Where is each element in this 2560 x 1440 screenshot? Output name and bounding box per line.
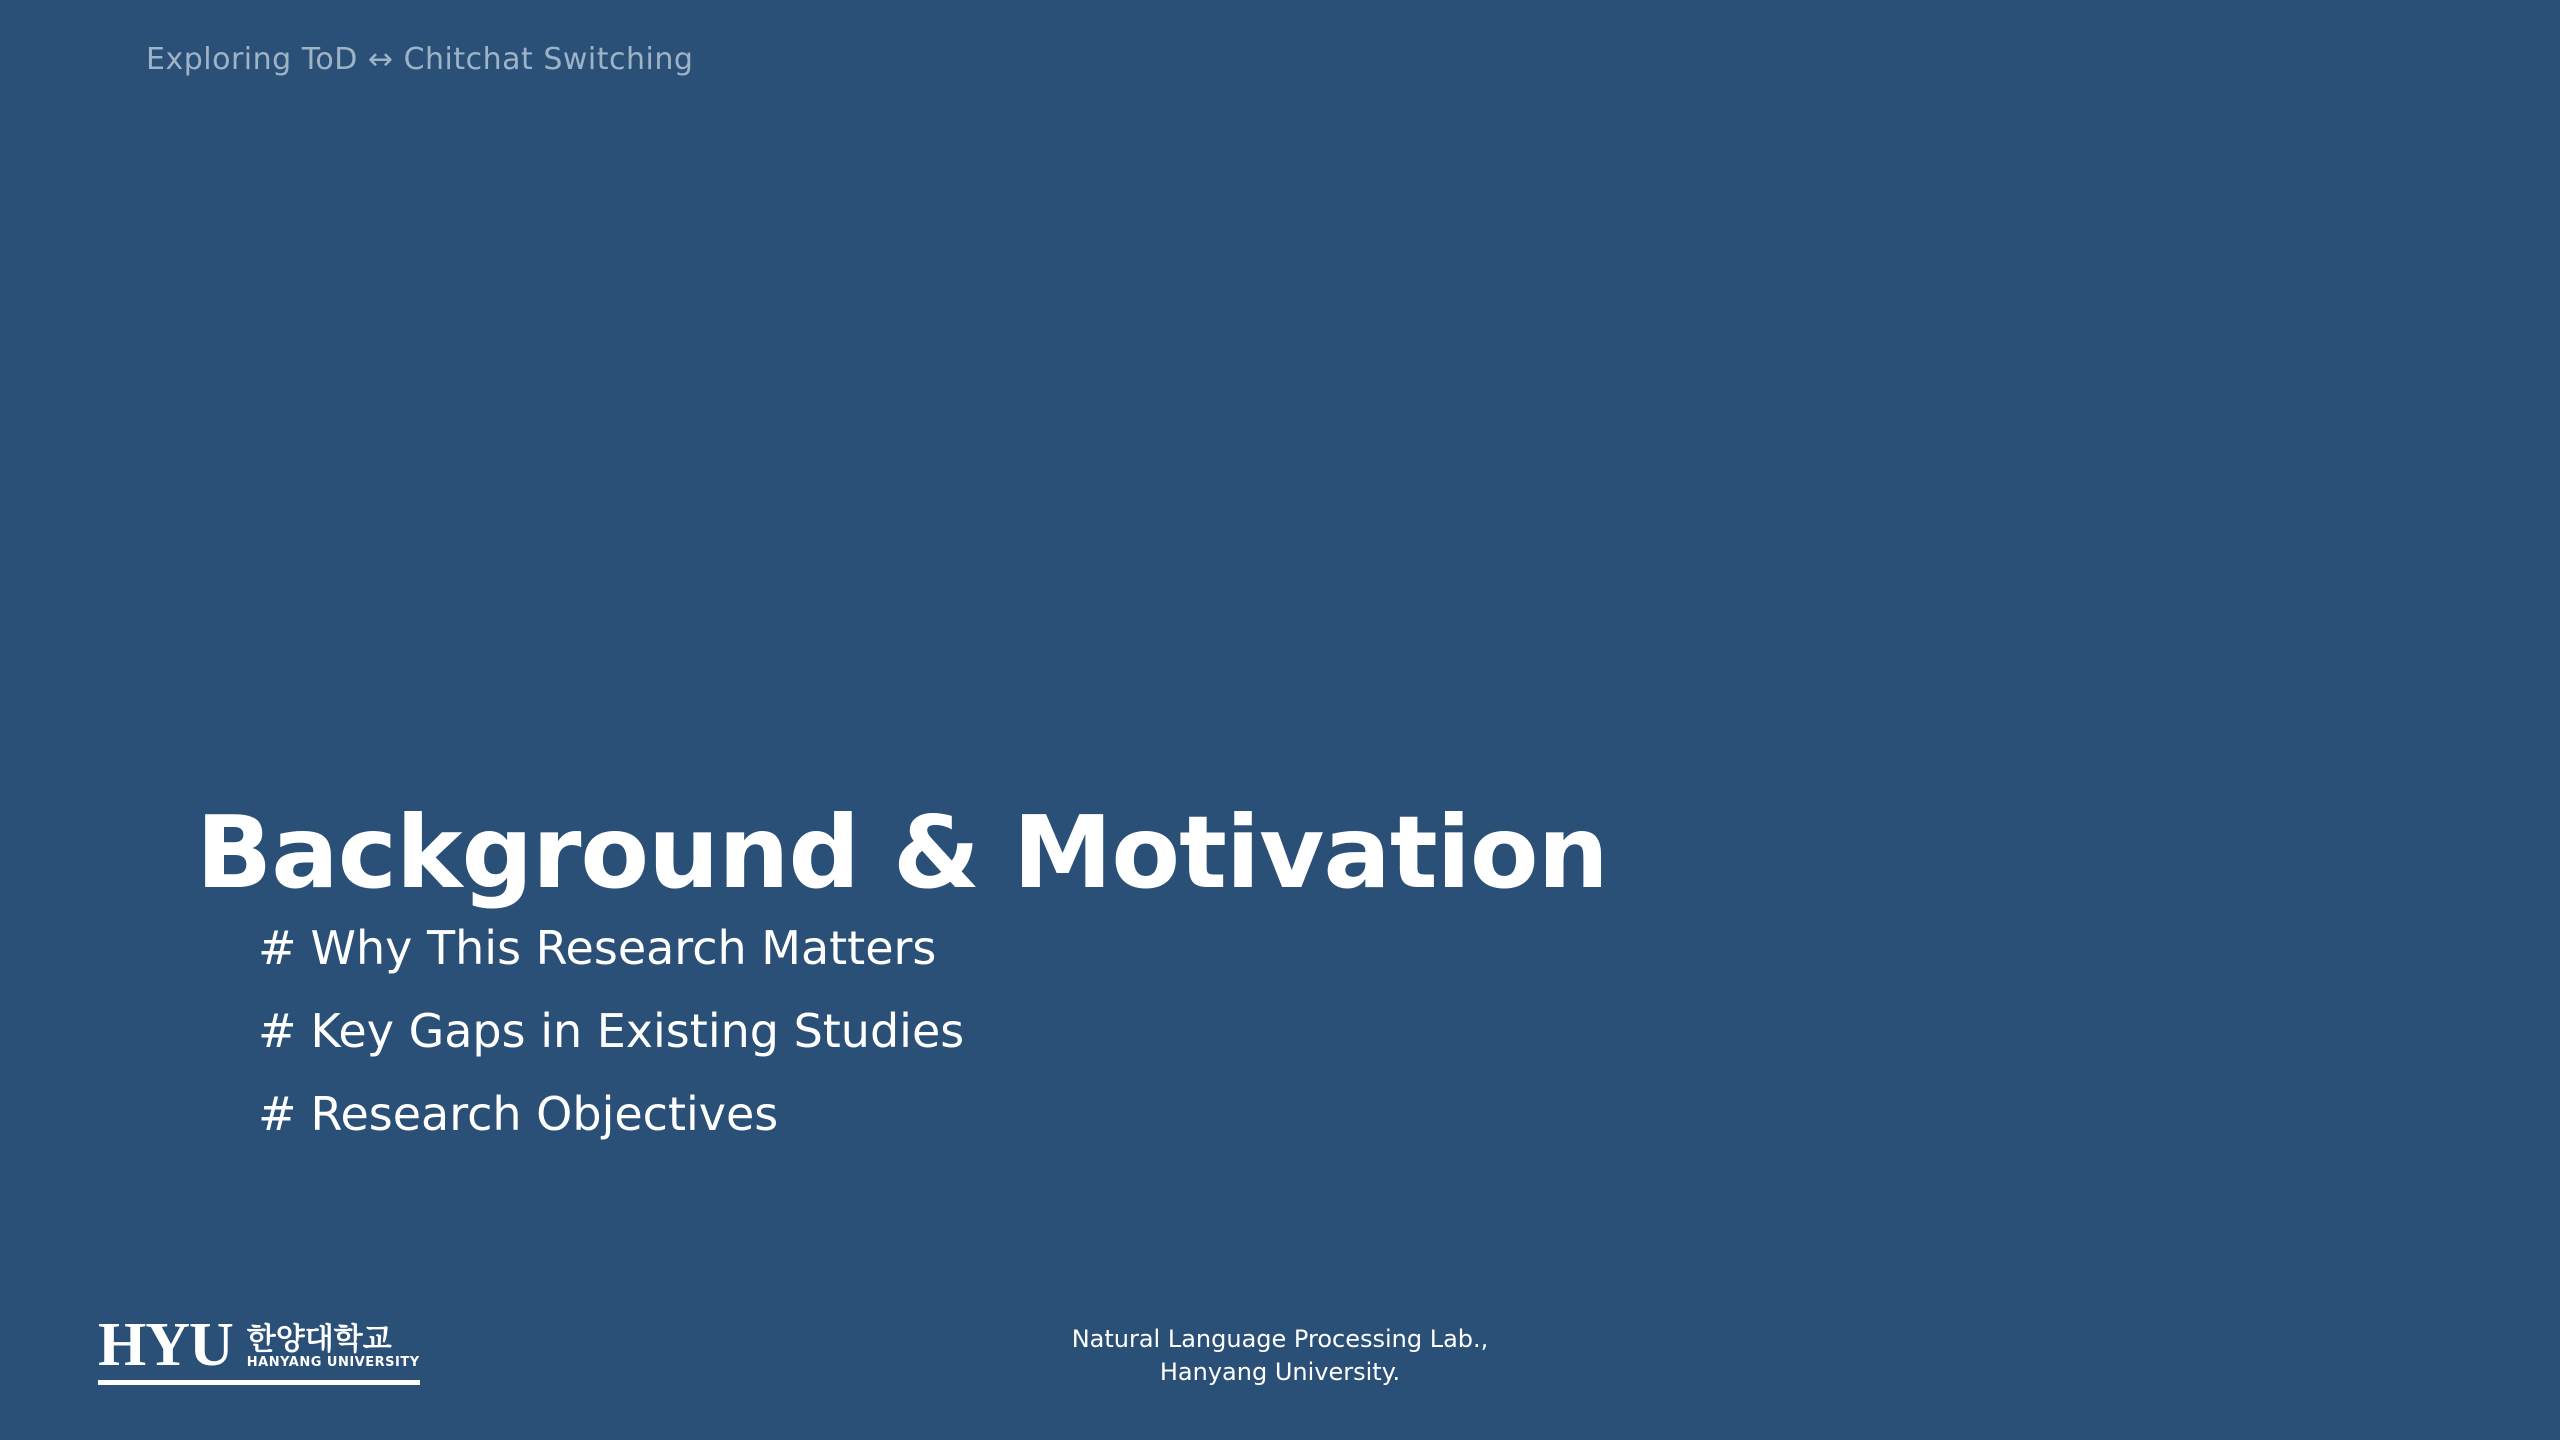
agenda-item-label: Why This Research Matters bbox=[310, 921, 937, 975]
logo-english-name: HANYANG UNIVERSITY bbox=[246, 1355, 420, 1371]
running-head: Exploring ToD ↔ Chitchat Switching bbox=[146, 42, 694, 77]
list-item bbox=[258, 1004, 2096, 1058]
logo-acronym: HYU bbox=[98, 1311, 233, 1380]
title-block bbox=[196, 794, 2096, 1174]
agenda-item-label: Key Gaps in Existing Studies bbox=[310, 1004, 965, 1058]
hash-marker: # bbox=[258, 921, 297, 975]
footer-affiliation bbox=[0, 1323, 2560, 1388]
affiliation-line-2: Hanyang University. bbox=[1159, 1357, 1401, 1386]
hash-marker: # bbox=[258, 1087, 297, 1141]
affiliation-line-1: Natural Language Processing Lab., bbox=[1071, 1325, 1489, 1354]
page-title: Background & Motivation bbox=[196, 794, 1608, 911]
list-item bbox=[258, 921, 2096, 975]
logo-korean-name: 한양대학교 bbox=[246, 1321, 392, 1357]
list-item bbox=[258, 1087, 2096, 1141]
agenda-list bbox=[258, 921, 2096, 1141]
agenda-item-label: Research Objectives bbox=[310, 1087, 779, 1141]
hash-marker: # bbox=[258, 1004, 297, 1058]
